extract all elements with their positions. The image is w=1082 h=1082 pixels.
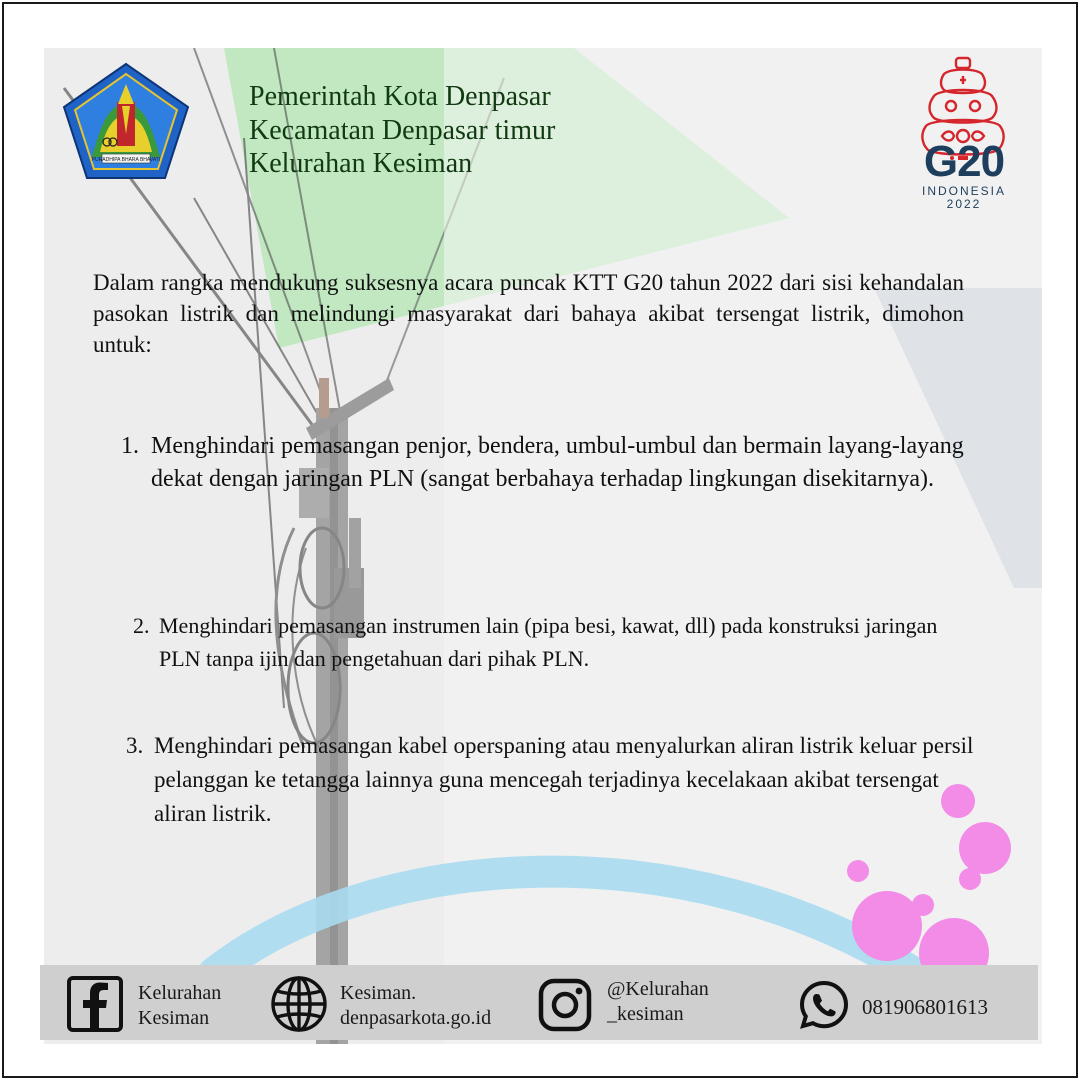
list-item-text: Menghindari pemasangan kabel operspaning atau menyalurkan aliran listrik keluar persil pelanggan ke tetangga lainnya guna mencegah terjadinya kecelakaan akibat tersengat aliran listrik. [154,733,974,826]
list-item-2 [133,609,981,675]
list-item-number: 3. [126,733,144,758]
header-government-line: Pemerintah Kota Denpasar [249,81,551,112]
contact-footer [40,965,1038,1040]
instagram-line2: _kesiman [607,1003,684,1025]
svg-text:PURADHIPA BHARA BHAVATI: PURADHIPA BHARA BHAVATI [91,157,161,163]
facebook-icon[interactable] [66,975,124,1033]
g20-country: INDONESIA [921,184,1006,198]
g20-title: G20 [923,137,1005,186]
pink-bubbles-decoration [44,48,1042,1044]
website-line1: Kesiman. [340,982,417,1004]
instagram-icon[interactable] [537,977,593,1033]
whatsapp-icon[interactable] [798,979,850,1031]
list-item-text: Menghindari pemasangan penjor, bendera, umbul-umbul dan bermain layang-layang dekat dengan jaringan PLN (sangat berbahaya terhadap lingkungan disekitarnya). [151,433,964,492]
facebook-line2: Kesiman [138,1007,210,1029]
globe-icon[interactable] [268,975,330,1033]
instagram-line1: @Kelurahan [607,978,709,1000]
list-item-3 [126,729,974,831]
intro-paragraph: Dalam rangka mendukung suksesnya acara puncak KTT G20 tahun 2022 dari sisi kehandalan pasokan listrik dan melindungi masyarakat dari bahaya akibat tersengat listrik, dimohon untuk: [93,270,964,357]
header-district-line: Kecamatan Denpasar timur [249,115,556,146]
poster-card [44,48,1042,1044]
list-item-text: Menghindari pemasangan instrumen lain (pipa besi, kawat, dll) pada konstruksi jaringan PLN tanpa ijin dan pengetahuan dari pihak PLN. [159,613,938,671]
g20-year: 2022 [946,197,982,211]
header-village-line: Kelurahan Kesiman [249,148,473,179]
whatsapp-number[interactable]: 081906801613 [862,995,988,1019]
facebook-line1: Kelurahan [138,982,222,1004]
website-line2[interactable]: denpasarkota.go.id [340,1007,492,1029]
list-item-number: 2. [133,613,150,638]
list-item-number: 1. [121,433,139,459]
list-item-1 [121,430,969,496]
poster-frame [2,2,1078,1078]
denpasar-city-emblem-icon [62,62,190,180]
